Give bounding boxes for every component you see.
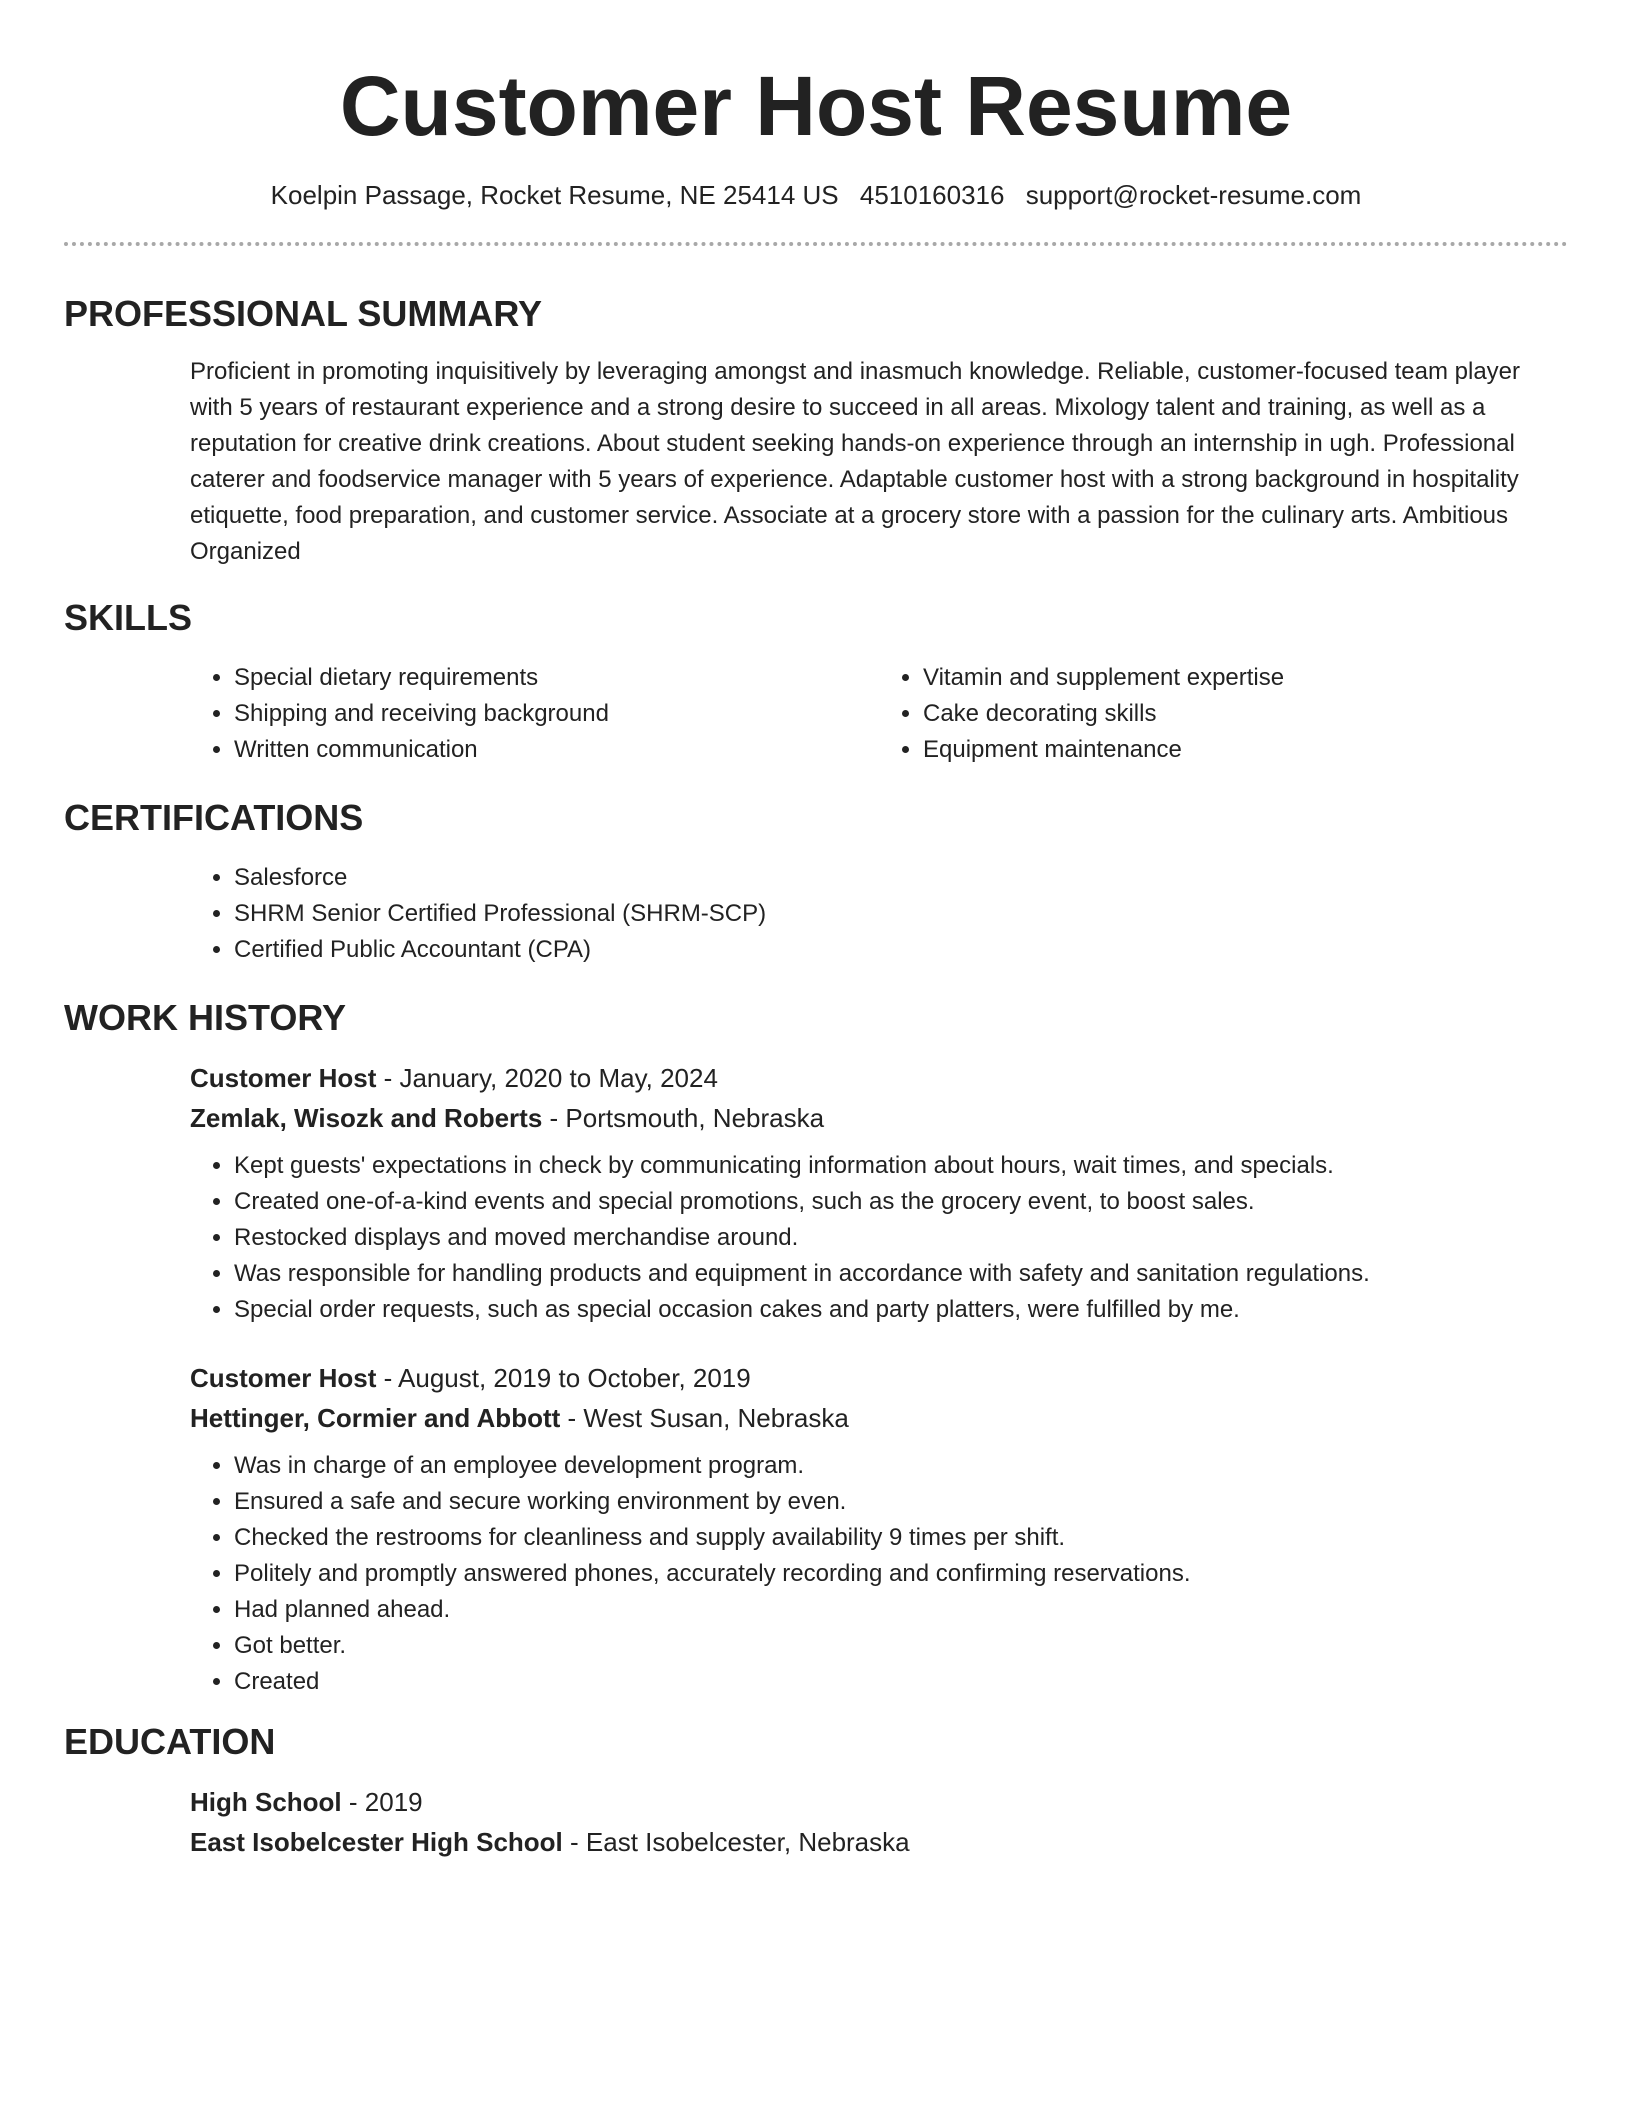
job-title-line <box>190 1058 1568 1098</box>
job-duty: • Restocked displays and moved merchandise around. <box>234 1220 1568 1256</box>
job-duty: • Ensured a safe and secure working environment by even. <box>234 1484 1568 1520</box>
job-dates: - January, 2020 to May, 2024 <box>376 1063 718 1093</box>
skill-item: • Special dietary requirements <box>234 660 879 696</box>
education-school: East Isobelcester High School <box>190 1827 563 1857</box>
skill-item: • Written communication <box>234 732 879 768</box>
skill-item: • Vitamin and supplement expertise <box>923 660 1568 696</box>
certification-item: • Salesforce <box>234 860 1568 896</box>
job-title-line <box>190 1358 1568 1398</box>
certifications-section <box>64 796 1568 968</box>
education-degree: High School <box>190 1787 342 1817</box>
job-duty: • Had planned ahead. <box>234 1592 1568 1628</box>
job-entry <box>190 1358 1568 1700</box>
education-year: - 2019 <box>341 1787 423 1817</box>
summary-heading: PROFESSIONAL SUMMARY <box>64 293 543 334</box>
work-history-section <box>64 996 1568 1700</box>
work-history-heading: WORK HISTORY <box>64 997 347 1038</box>
header-divider <box>64 242 1568 246</box>
job-company-line <box>190 1098 1568 1138</box>
education-school-line <box>190 1822 1568 1862</box>
skills-heading: SKILLS <box>64 597 193 638</box>
skill-item: • Cake decorating skills <box>923 696 1568 732</box>
certification-item: • Certified Public Accountant (CPA) <box>234 932 1568 968</box>
contact-line <box>64 178 1568 212</box>
job-duties-list <box>190 1448 1568 1700</box>
job-company: Zemlak, Wisozk and Roberts <box>190 1103 543 1133</box>
job-duties-list <box>190 1148 1568 1328</box>
skills-list-right <box>879 660 1568 768</box>
skills-list-left <box>190 660 879 768</box>
skill-item: • Shipping and receiving background <box>234 696 879 732</box>
job-location: - West Susan, Nebraska <box>560 1403 849 1433</box>
job-duty: • Created <box>234 1664 1568 1700</box>
job-duty: • Kept guests' expectations in check by communicating information about hours, wait times, and specials. <box>234 1148 1568 1184</box>
skills-section <box>64 596 1568 768</box>
education-degree-line <box>190 1782 1568 1822</box>
job-duty: • Special order requests, such as special occasion cakes and party platters, were fulfilled by me. <box>234 1292 1568 1328</box>
contact-phone: 4510160316 <box>859 180 1005 210</box>
education-section <box>64 1720 1568 1862</box>
resume-title: Customer Host Resume <box>339 59 1293 153</box>
job-company-line <box>190 1398 1568 1438</box>
job-duty: • Got better. <box>234 1628 1568 1664</box>
summary-text: Proficient in promoting inquisitively by leveraging amongst and inasmuch knowledge. Reliable, customer-focused team player with 5 years of restaurant experience and a strong desire to succeed in all areas. Mixology talent and training, as well as a reputation for creative drink creations. About student seeking hands-on experience through an internship in ugh. Professional caterer and foodservice manager with 5 years of experience. Adaptable customer host with a strong background in hospitality etiquette, food preparation, and customer service. Associate at a grocery store with a passion for the culinary arts. Ambitious Organized <box>190 358 1521 565</box>
summary-section <box>64 292 1568 570</box>
contact-email: support@rocket-resume.com <box>1025 180 1362 210</box>
job-title: Customer Host <box>190 1063 377 1093</box>
job-title: Customer Host <box>190 1363 377 1393</box>
job-duty: • Was responsible for handling products and equipment in accordance with safety and sanitation regulations. <box>234 1256 1568 1292</box>
job-duty: • Checked the restrooms for cleanliness and supply availability 9 times per shift. <box>234 1520 1568 1556</box>
certifications-heading: CERTIFICATIONS <box>64 797 364 838</box>
certification-item: • SHRM Senior Certified Professional (SHRM-SCP) <box>234 896 1568 932</box>
job-dates: - August, 2019 to October, 2019 <box>376 1363 751 1393</box>
job-company: Hettinger, Cormier and Abbott <box>190 1403 561 1433</box>
contact-address: Koelpin Passage, Rocket Resume, NE 25414 US <box>270 180 839 210</box>
skill-item: • Equipment maintenance <box>923 732 1568 768</box>
job-duty: • Created one-of-a-kind events and special promotions, such as the grocery event, to boost sales. <box>234 1184 1568 1220</box>
education-location: - East Isobelcester, Nebraska <box>562 1827 910 1857</box>
job-duty: • Politely and promptly answered phones, accurately recording and confirming reservations. <box>234 1556 1568 1592</box>
job-entry <box>190 1058 1568 1328</box>
job-location: - Portsmouth, Nebraska <box>542 1103 825 1133</box>
certifications-list <box>190 860 1568 968</box>
job-duty: • Was in charge of an employee development program. <box>234 1448 1568 1484</box>
education-heading: EDUCATION <box>64 1721 276 1762</box>
